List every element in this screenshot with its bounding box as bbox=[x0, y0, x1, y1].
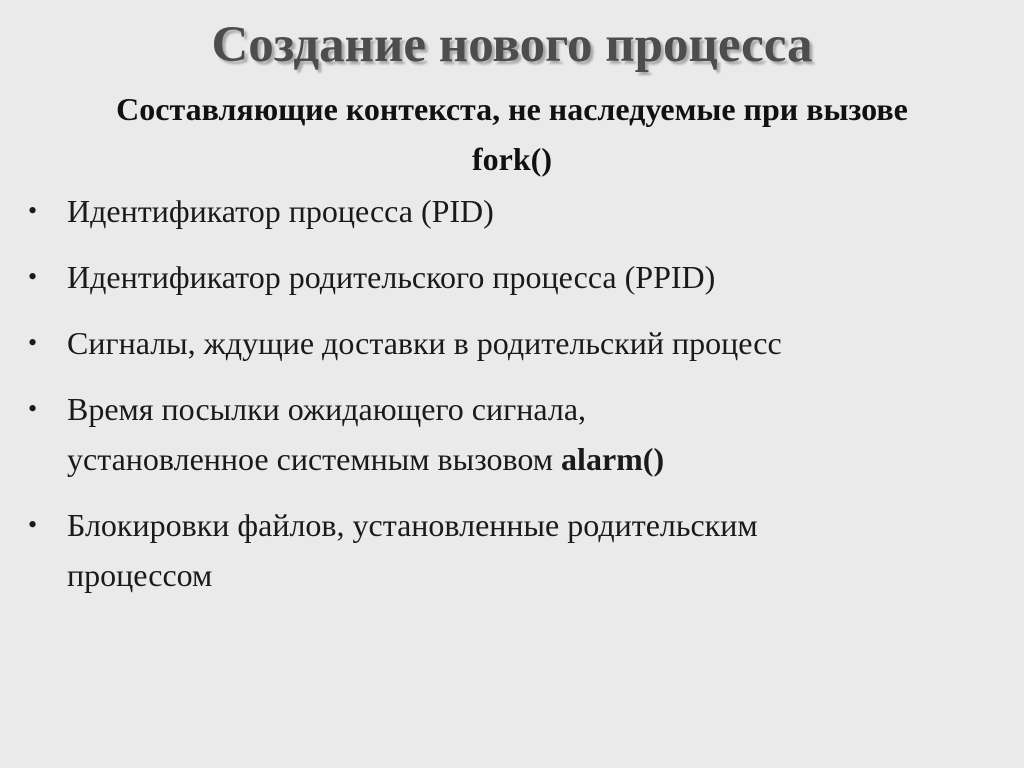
bullet-text-line1: Блокировки файлов, установленные родительским bbox=[67, 507, 758, 543]
bullet-marker: • bbox=[28, 510, 38, 539]
bullet-text-line1: Время посылки ожидающего сигнала, bbox=[67, 391, 587, 427]
bullet-item bbox=[26, 384, 1001, 484]
bullet-list bbox=[26, 186, 1001, 616]
bullet-item bbox=[26, 500, 1001, 600]
bullet-text: Идентификатор процесса (PID) bbox=[67, 193, 494, 229]
bullet-item bbox=[26, 186, 1001, 236]
slide-title: Создание нового процесса bbox=[211, 17, 813, 73]
bullet-keyword-alarm: alarm() bbox=[561, 441, 665, 477]
bullet-marker: • bbox=[28, 394, 38, 423]
bullet-item bbox=[26, 252, 1001, 302]
bullet-marker: • bbox=[28, 328, 38, 357]
bullet-marker: • bbox=[28, 262, 38, 291]
bullet-marker: • bbox=[28, 196, 38, 225]
bullet-text-line2 bbox=[67, 434, 1001, 484]
slide-subtitle bbox=[10, 84, 1014, 184]
bullet-text-line2-prefix: установленное системным вызовом bbox=[67, 441, 562, 477]
bullet-item bbox=[26, 318, 1001, 368]
bullet-text: Сигналы, ждущие доставки в родительский процесс bbox=[67, 325, 782, 361]
subtitle-fork-call: fork() bbox=[472, 141, 552, 177]
bullet-text-line2: процессом bbox=[67, 557, 213, 593]
bullet-text: Идентификатор родительского процесса (PPID) bbox=[67, 259, 716, 295]
subtitle-text: Составляющие контекста, не наследуемые при вызове bbox=[116, 91, 908, 127]
